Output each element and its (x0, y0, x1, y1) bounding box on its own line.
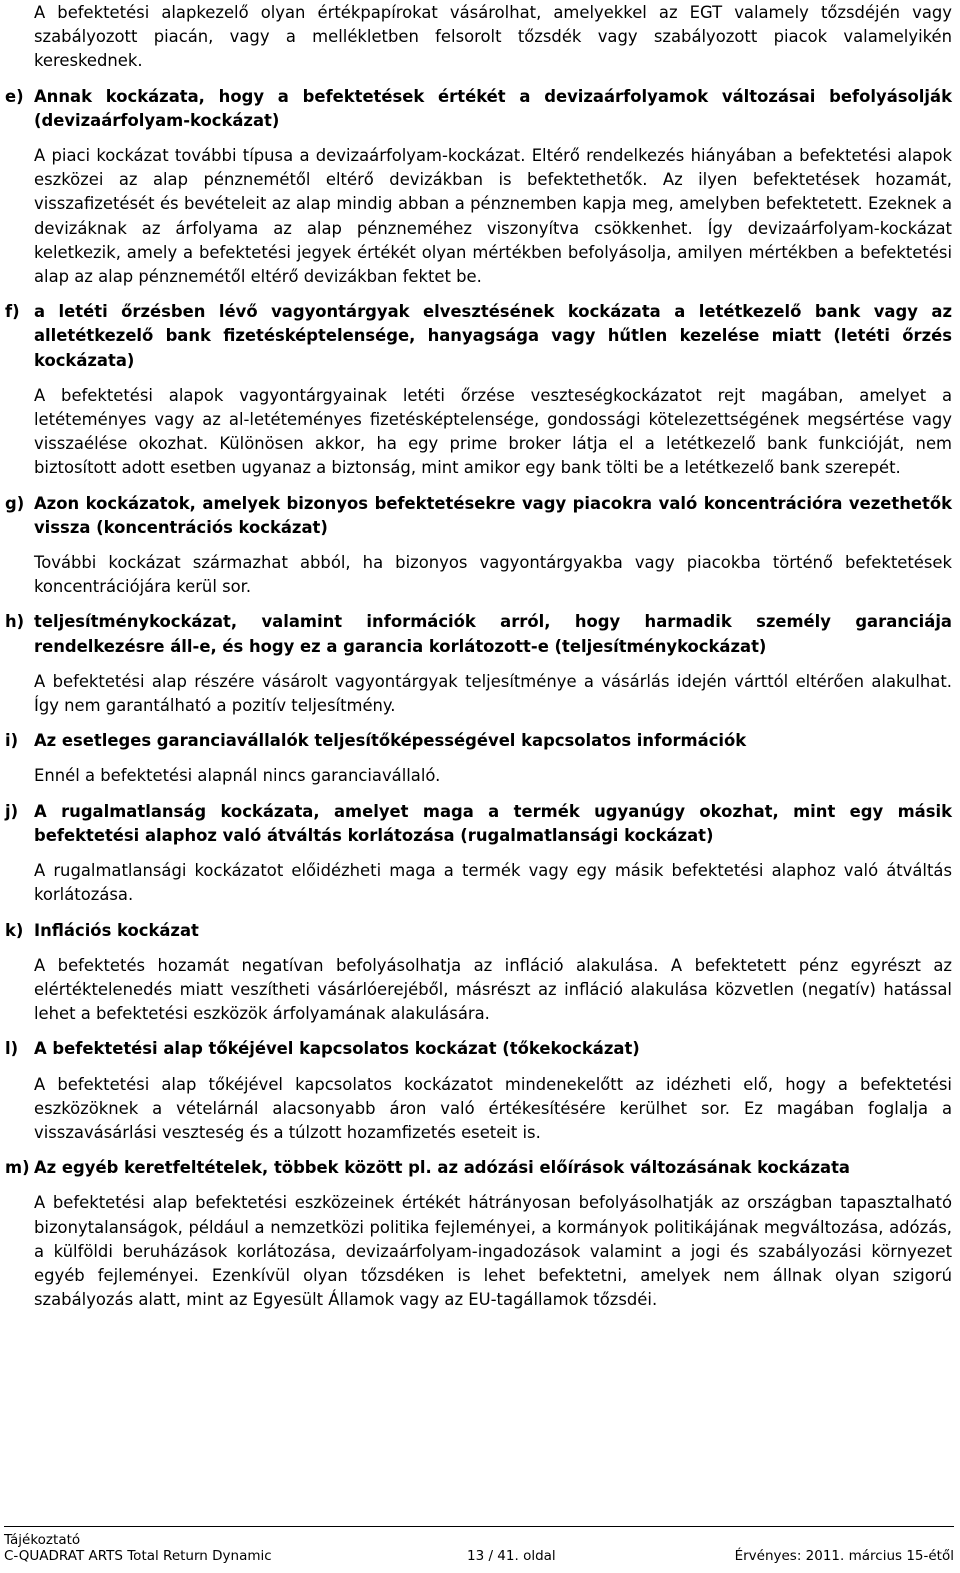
section-letter: h) (5, 612, 25, 632)
section-letter: i) (5, 731, 19, 751)
section-heading (5, 492, 952, 540)
footer-validity: Érvényes: 2011. március 15-étől (734, 1548, 954, 1564)
section-i (5, 729, 952, 788)
section-heading-text: A befektetési alap tőkéjével kapcsolatos kockázat (tőkekockázat) (34, 1039, 640, 1059)
section-e (5, 85, 952, 290)
section-body: A befektetési alapok vagyontárgyainak letéti őrzése veszteségkockázatot rejt magában, amelyet a letéteményes vagy az al-letéteményes fizetésképtelensége, gondossági kötelezettségének megsértése vagy visszaélése okozhat. Különösen akkor, ha egy prime broker látja el a letétkezelő bank funkcióját, nem biztosított adott esetben ugyanaz a biztonság, mint amikor egy bank tölti be a letétkezelő bank szerepét. (34, 385, 952, 478)
section-heading-text: teljesítménykockázat, valamint információk arról, hogy harmadik személy garanciája rendelkezésre áll-e, és hogy ez a garancia korlátozott-e (teljesítménykockázat) (34, 612, 952, 656)
section-letter: k) (5, 920, 24, 940)
section-letter: e) (5, 86, 24, 106)
intro-paragraph: A befektetési alapkezelő olyan értékpapírokat vásárolhat, amelyekkel az EGT valamely tőzsdéjén vagy szabályozott piacán, vagy a mellékletben felsorolt tőzsdék vagy szabályozott piacok valamelyikén kereskednek. (34, 3, 952, 71)
section-heading-text: Azon kockázatok, amelyek bizonyos befektetésekre vagy piacokra való koncentrációra vezethetők vissza (koncentrációs kockázat) (34, 493, 952, 537)
section-heading (5, 610, 952, 658)
section-heading-text: Az esetleges garanciavállalók teljesítőképességével kapcsolatos információk (34, 731, 747, 751)
section-heading-text: a letéti őrzésben lévő vagyontárgyak elvesztésének kockázata a letétkezelő bank vagy az alletétkezelő bank fizetésképtelensége, hanyagsága vagy hűtlen kezelése miatt (letéti őrzés kockázata) (34, 302, 952, 370)
section-letter: j) (5, 801, 19, 821)
footer-doc-type: Tájékoztató (4, 1532, 81, 1548)
section-body: A rugalmatlansági kockázatot előidézheti maga a termék vagy egy másik befektetési alaphoz való átváltás korlátozása. (34, 861, 952, 905)
section-heading (5, 1037, 952, 1061)
section-heading-text: A rugalmatlanság kockázata, amelyet maga a termék ugyanúgy okozhat, mint egy másik befektetési alaphoz való átváltás korlátozása (rugalmatlansági kockázat) (34, 801, 952, 845)
section-g (5, 492, 952, 600)
section-letter: g) (5, 493, 25, 513)
section-body: A befektetési alap részére vásárolt vagyontárgyak teljesítménye a vásárlás idején várttól eltérően alakulhat. Így nem garantálható a pozitív teljesítmény. (34, 671, 952, 716)
section-letter: f) (5, 302, 20, 322)
section-body: A befektetési alap tőkéjével kapcsolatos kockázatot mindenekelőtt az idézheti elő, hogy a befektetési eszközöknek a vételárnál alacsonyabb áron való értékesítésére kerülhet sor. Ez magában foglalja a visszavásárlási veszteség és a túlzott hozamfizetés eseteit is. (34, 1074, 952, 1142)
section-j (5, 800, 952, 908)
sections-container (5, 85, 952, 1313)
section-letter: m) (5, 1158, 30, 1178)
section-h (5, 610, 952, 718)
section-body: Ennél a befektetési alapnál nincs garanciavállaló. (34, 766, 441, 786)
section-l (5, 1037, 952, 1145)
section-heading (5, 919, 952, 943)
section-heading (5, 1156, 952, 1180)
section-heading (5, 85, 952, 133)
section-body: További kockázat származhat abból, ha bizonyos vagyontárgyakba vagy piacokba történő befektetések koncentrációjára kerül sor. (34, 553, 952, 597)
section-body: A befektetés hozamát negatívan befolyásolhatja az infláció alakulása. A befektetett pénz egyrészt az elértéktelenedés miatt veszítheti vásárlóerejéből, másrészt az infláció alakulása közvetlen (negatív) hatással lehet a befektetési eszközök árfolyamának alakulására. (34, 955, 952, 1024)
section-heading (5, 729, 952, 753)
footer-page-number: 13 / 41. oldal (467, 1548, 556, 1564)
page-footer (4, 1526, 954, 1564)
section-heading (5, 300, 952, 373)
section-body: A befektetési alap befektetési eszközeinek értékét hátrányosan befolyásolhatják az országban tapasztalható bizonytalanságok, például a nemzetközi politika fejleményei, a kormányok politikájának megváltozása, adózás, a külföldi beruházások korlátozása, devizaárfolyam-ingadozások valamint a jogi és szabályozási környezet egyéb fejleményei. Ezenkívül olyan tőzsdéken is lehet befektetni, amelyek nem állnak olyan szigorú szabályozás alatt, mint az Egyesült Államok vagy az EU-tagállamok tőzsdéi. (34, 1193, 952, 1310)
section-body: A piaci kockázat további típusa a devizaárfolyam-kockázat. Eltérő rendelkezés hiányában a befektetési alapok eszközei az alap pénznemétől eltérő devizákban is befektethetők. Az ilyen befektetések hozamát, visszafizetését és bevételeit az alap mindig abban a pénznemben kapja meg, amelyben befektetett. Ezeknek a devizáknak az árfolyama az alap pénzneméhez viszonyítva csökkenhet. Így devizaárfolyam-kockázat keletkezik, amely a befektetési jegyek értékét olyan mértékben befolyásolja, amilyen mértékben a befektetési alap az alap pénznemétől eltérő devizákban fektet be. (34, 146, 952, 287)
footer-fund-name: C-QUADRAT ARTS Total Return Dynamic (4, 1548, 272, 1564)
section-heading-text: Inflációs kockázat (34, 920, 199, 940)
section-m (5, 1156, 952, 1312)
section-letter: l) (5, 1039, 19, 1059)
section-heading-text: Az egyéb keretfeltételek, többek között pl. az adózási előírások változásának kockázata (34, 1158, 850, 1178)
section-heading-text: Annak kockázata, hogy a befektetések értékét a devizaárfolyamok változásai befolyásolják (devizaárfolyam-kockázat) (34, 86, 952, 130)
section-heading (5, 800, 952, 848)
section-f (5, 300, 952, 480)
section-k (5, 919, 952, 1027)
